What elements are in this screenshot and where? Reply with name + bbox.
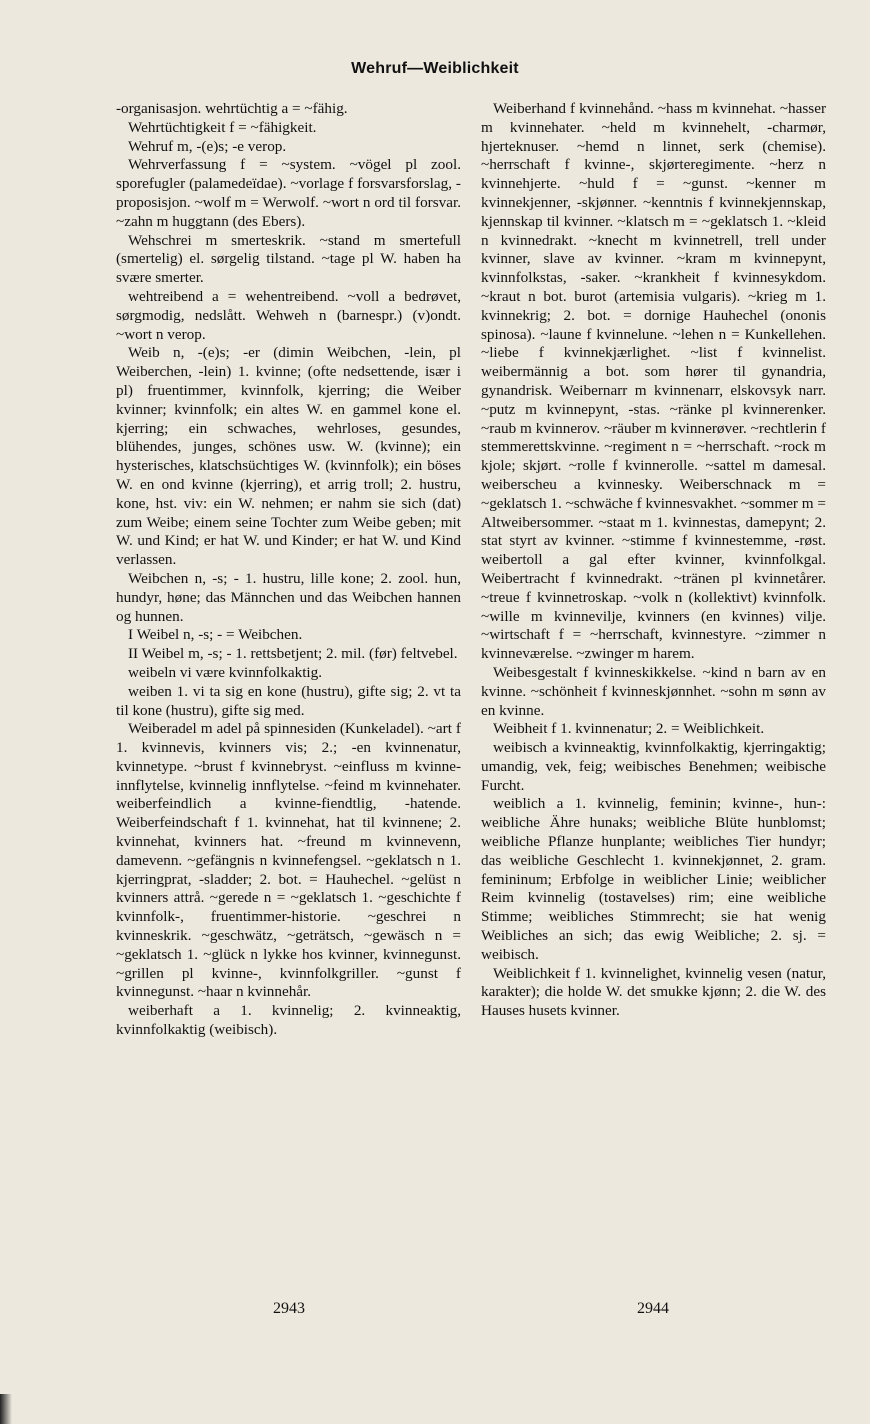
entry: Wehruf m, -(e)s; -e verop. xyxy=(128,137,287,155)
entry: wehtreibend a = wehentreibend. ~voll a bedrøvet, sørgmodig, nedslått. Wehweh n (barnespr.) (v)ondt. ~wort n verop. xyxy=(116,287,461,343)
entry: II Weibel m, -s; - 1. rettsbetjent; 2. mil. (før) feltvebel. xyxy=(128,645,458,663)
entry: Weiberhand f kvinnehånd. ~hass m kvinnehat. ~hasser m kvinnehater. ~held m kvinnehelt, -charmør, hjerteknuser. ~hemd n linnet, serk (chemise). ~herrschaft f kvinne-, skjørteregimente. ~herz n kvinnehjerte. ~huld f = ~gunst. ~kenner m kvinnekjenner, -skjønner. ~kenntnis f kvinnekjennskap, kjennskap til kvinner. ~klatsch m = ~geklatsch 1. ~kleid n kvinnedrakt. ~knecht m kvinnetrell, trell under kvinner, slave av kvinner. ~kram m kvinnepynt, kvinnfolkstas, -saker. ~krankheit f kvinnesykdom. ~kraut n bot. burot (artemisia vulgaris). ~krieg m 1. kvinnekrig; 2. bot. = dornige Hauhechel (ononis spinosa). ~laune f kvinnelune. ~lehen n = Kunkellehen. ~liebe f kvinnekjærlighet. ~list f kvinnelist. weibermännig a bot. som hører til gynandria, gynandrisk. Weibernarr m kvinnenarr, elskovsyk narr. ~putz m kvinnepynt, -stas. ~ränke pl kvinnerenker. ~raub m kvinnerov. ~räuber m kvinnerøver. ~rechtlerin f stemmerettskvinne. ~regiment n = ~herrschaft. ~rock m kjole; skjørt. ~rolle f kvinnerolle. ~sattel m damesal. weiberscheu a kvinnesky. Weiberschnack m = ~geklatsch 1. ~schwäche f kvinnesvakhet. ~sommer m = Altweibersommer. ~staat m 1. kvinnestas, damepynt; 2. stat styrt av kvinner. ~stimme f kvinnestemme, -røst. weibertoll a gal efter kvinner, kvinnfolkgal. Weibertracht f kvinnedrakt. ~tränen pl kvinnetårer. ~treue f kvinnetroskap. ~volk n (kollektivt) kvinnfolk. ~wille m kvinnevilje, kvinners (en kvinnes) vilje. ~wirtschaft f = ~herrschaft, kvinnestyre. ~zimmer n kvinneværelse. ~zwinger m harem. xyxy=(481,100,826,663)
entry: Weiblichkeit f 1. kvinnelighet, kvinnelig vesen (natur, karakter); die holde W. det smukke kjønn; 2. die W. des Hauses husets kvinner. xyxy=(481,964,826,1020)
entry: Weibheit f 1. kvinnenatur; 2. = Weiblichkeit. xyxy=(493,720,765,738)
entry: weibeln vi være kvinnfolkaktig. xyxy=(128,663,323,681)
entry: weiben 1. vi ta sig en kone (hustru), gifte sig; 2. vt ta til kone (hustru), gifte sig med. xyxy=(116,682,461,719)
entry: -organisasjon. wehrtüchtig a = ~fähig. xyxy=(116,100,348,117)
page-number-right: 2944 xyxy=(637,1300,669,1317)
page-number-left: 2943 xyxy=(273,1300,305,1317)
entry: I Weibel n, -s; - = Weibchen. xyxy=(128,626,303,644)
entry: weibisch a kvinneaktig, kvinnfolkaktig, kjerringaktig; umandig, vek, feig; weibisches Benehmen; weibische Furcht. xyxy=(481,739,826,794)
entry: Weibesgestalt f kvinneskikkelse. ~kind n barn av en kvinne. ~schönheit f kvinneskjønnhet. ~sohn m sønn av en kvinne. xyxy=(481,663,826,719)
entry: Wehschrei m smerteskrik. ~stand m smertefull (smertelig) el. sørgelig tilstand. ~tage pl W. haben ha svære smerter. xyxy=(116,231,461,287)
entry: Wehrverfassung f = ~system. ~vögel pl zool. sporefugler (palamedeïdae). ~vorlage f forsvarsforslag, -proposisjon. ~wolf m = Werwolf. ~wort n ord til forsvar. ~zahn m huggtann (des Ebers). xyxy=(116,156,461,230)
entry: Weiberadel m adel på spinnesiden (Kunkeladel). ~art f 1. kvinnevis, kvinners vis; 2.; -en kvinnenatur, kvinnetype. ~brust f kvinnebryst. ~einfluss m kvinne-innflytelse, kvinnelig innflytelse. ~feind m kvinnehater. weiberfeindlich a kvinne-fiendtlig, -hatende. Weiberfeindschaft f 1. kvinnehat, hat til kvinnene; 2. kvinnehat, kvinners hat. ~freund m kvinnevenn, damevenn. ~gefängnis n kvinnefengsel. ~geklatsch n 1. kjerringprat, -sladder; 2. bot. = Hauhechel. ~gelüst n kvinners attrå. ~gerede n = ~geklatsch 1. ~geschichte f kvinnfolk-, fruentimmer-historie. ~geschrei n kvinneskrik. ~geschwätz, ~geträtsch, ~gewäsch n = ~geklatsch 1. ~glück n lykke hos kvinner, kvinnegunst. ~grillen pl kvinne-, kvinnfolkgriller. ~gunst f kvinnegunst. ~haar n kvinnehår. xyxy=(116,720,461,1001)
left-column xyxy=(116,100,461,1290)
entry: weiblich a 1. kvinnelig, feminin; kvinne-, hun-: weibliche Ähre hunaks; weibliche Blüte hunblomst; weibliche Pflanze hunplante; weibliches Tier hundyr; das weibliche Geschlecht 1. kvinnekjønnet, 2. gram. femininum; Erbfolge in weiblicher Linie; weiblicher Reim kvinnelig (tostavelses) rim; eine weibliche Stimme; weibliches Stimmrecht; sie hat wenig Weibliches an sich; das ewig Weibliche; 2. sj. = weibisch. xyxy=(481,795,826,963)
right-column xyxy=(481,100,826,1290)
scan-edge-shadow xyxy=(0,1394,12,1424)
running-head: Wehruf—Weiblichkeit xyxy=(351,60,519,77)
entry: Weibchen n, -s; - 1. hustru, lille kone; 2. zool. hun, hundyr, høne; das Männchen und das Weibchen hannen og hunnen. xyxy=(116,569,461,625)
entry: Weib n, -(e)s; -er (dimin Weibchen, -lein, pl Weiberchen, -lein) 1. kvinne; (ofte nedsettende, især i pl) fruentimmer, kvinnfolk, kjerring; die Weiber kvinner; kvinnfolk; ein altes W. en gammel kone el. kjerring; ein schwaches, wehrloses, gesundes, blühendes, junges, schönes usw. W. (kvinne); ein hysterisches, klatschsüchtiges W. (kvinnfolk); ein böses W. en ond kvinne (kjerring), et arrig troll; 2. hustru, kone, hst. viv: ein W. nehmen; er nahm sie sich (dat) zum Weibe; einem seine Tochter zum Weibe geben; mit W. und Kind; er hat W. und Kinder; er hat W. und Kind verlassen. xyxy=(116,344,461,569)
entry: weiberhaft a 1. kvinnelig; 2. kvinneaktig, kvinnfolkaktig (weibisch). xyxy=(116,1002,461,1039)
entry: Wehrtüchtigkeit f = ~fähigkeit. xyxy=(128,118,317,136)
